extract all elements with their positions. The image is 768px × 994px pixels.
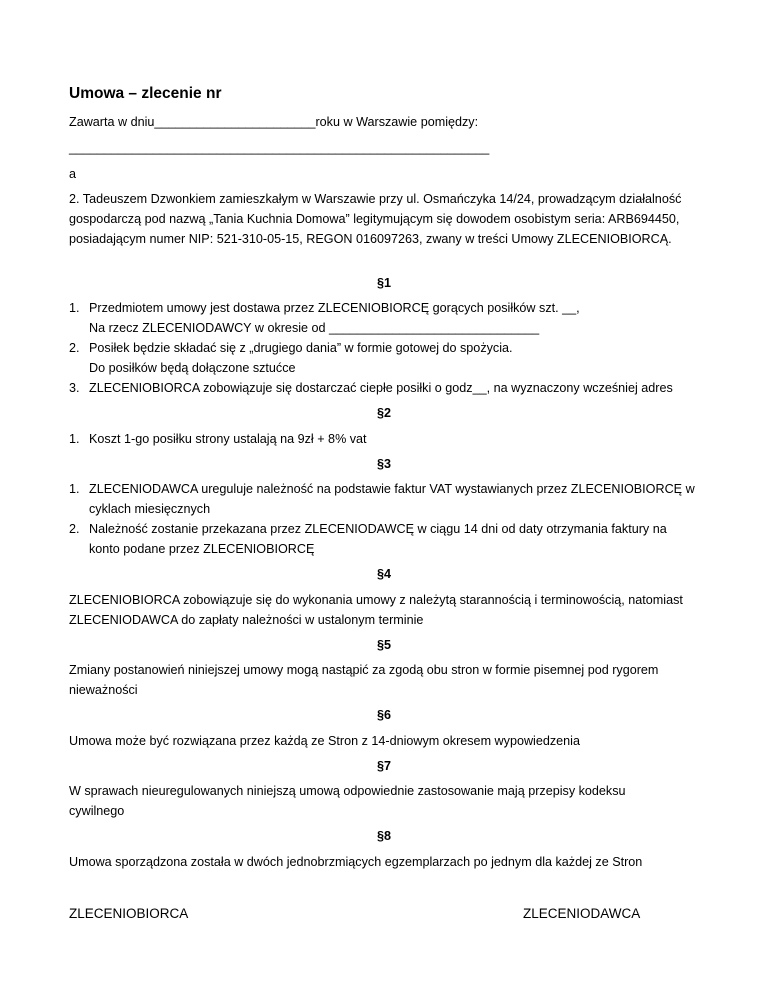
- item-text: Koszt 1-go posiłku strony ustalają na 9zł + 8% vat: [89, 432, 367, 446]
- s3-item-1: [69, 479, 695, 499]
- contract-title: Umowa – zlecenie nr: [69, 85, 222, 102]
- s7-line-2: cywilnego: [69, 804, 125, 818]
- section-heading-8: §8: [376, 829, 391, 843]
- item-text: Należność zostanie przekazana przez ZLECENIODAWCĘ w ciągu 14 dni od daty otrzymania faktury na: [89, 522, 667, 536]
- item-number: 1.: [69, 482, 80, 496]
- s6-line-1: Umowa może być rozwiązana przez każdą ze Stron z 14-dniowym okresem wypowiedzenia: [69, 734, 580, 748]
- s1-item-1: [69, 298, 580, 318]
- s8-line-1: Umowa sporządzona została w dwóch jednobrzmiących egzemplarzach po jednym dla każdej ze Stron: [69, 855, 643, 869]
- item-number: 1.: [69, 301, 80, 315]
- section-heading-2: §2: [376, 406, 391, 420]
- section-heading-6: §6: [376, 708, 391, 722]
- s4-line-1: ZLECENIOBIORCA zobowiązuje się do wykonania umowy z należytą starannością i terminowością, natomiast: [69, 593, 683, 607]
- s1-item-2: [69, 338, 513, 358]
- item-text: ZLECENIODAWCA ureguluje należność na podstawie faktur VAT wystawianych przez ZLECENIOBIORCĘ w: [89, 482, 695, 496]
- s3-item-2: [69, 519, 667, 539]
- s1-item-1-cont: Na rzecz ZLECENIODAWCY w okresie od ______________________________: [89, 321, 540, 335]
- conjunction-a: a: [69, 167, 77, 181]
- section-heading-1: §1: [376, 276, 391, 290]
- item-number: 2.: [69, 522, 80, 536]
- party2-line-3: posiadającym numer NIP: 521-310-05-15, REGON 016097263, zwany w treści Umowy ZLECENIOBIORCĄ.: [69, 232, 672, 246]
- s1-item-2-cont: Do posiłków będą dołączone sztućce: [89, 361, 296, 375]
- party1-blank-line: ____________________________________________________________: [69, 141, 490, 155]
- s1-item-3: [69, 378, 673, 398]
- item-text: Przedmiotem umowy jest dostawa przez ZLECENIOBIORCĘ gorących posiłków szt. __,: [89, 301, 580, 315]
- section-heading-5: §5: [376, 638, 391, 652]
- section-heading-4: §4: [376, 567, 391, 581]
- intro-date-line: Zawarta w dniu_______________________roku w Warszawie pomiędzy:: [69, 115, 479, 129]
- s7-line-1: W sprawach nieuregulowanych niniejszą umową odpowiednie zastosowanie mają przepisy kodeksu: [69, 784, 626, 798]
- section-heading-3: §3: [376, 457, 391, 471]
- signature-client: ZLECENIODAWCA: [523, 906, 641, 921]
- item-text: ZLECENIOBIORCA zobowiązuje się dostarczać ciepłe posiłki o godz__, na wyznaczony wcześniej adres: [89, 381, 673, 395]
- s3-item-2-cont: konto podane przez ZLECENIOBIORCĘ: [89, 542, 315, 556]
- item-text: Posiłek będzie składać się z „drugiego dania” w formie gotowej do spożycia.: [89, 341, 513, 355]
- s5-line-2: nieważności: [69, 683, 138, 697]
- s4-line-2: ZLECENIODAWCA do zapłaty należności w ustalonym terminie: [69, 613, 424, 627]
- s2-item-1: [69, 429, 367, 449]
- item-number: 3.: [69, 381, 80, 395]
- s5-line-1: Zmiany postanowień niniejszej umowy mogą nastąpić za zgodą obu stron w formie pisemnej pod rygorem: [69, 663, 659, 677]
- s3-item-1-cont: cyklach miesięcznych: [89, 502, 211, 516]
- section-heading-7: §7: [376, 759, 391, 773]
- signature-contractor: ZLECENIOBIORCA: [69, 906, 189, 921]
- party2-line-1: 2. Tadeuszem Dzwonkiem zamieszkałym w Warszawie przy ul. Osmańczyka 14/24, prowadzącym działalność: [69, 192, 682, 206]
- item-number: 2.: [69, 341, 80, 355]
- item-number: 1.: [69, 432, 80, 446]
- party2-line-2: gospodarczą pod nazwą „Tania Kuchnia Domowa” legitymującym się dowodem osobistym seria: ARB694450,: [69, 212, 680, 226]
